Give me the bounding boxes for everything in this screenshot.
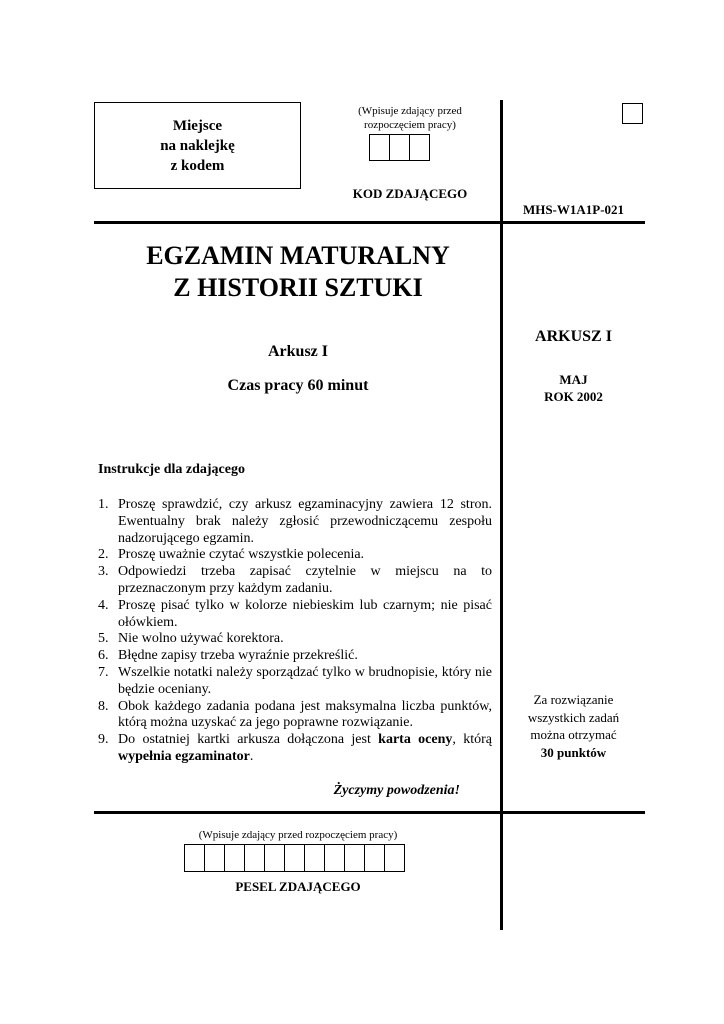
code-cell[interactable]	[409, 134, 430, 161]
points-line-4: 30 punktów	[540, 744, 607, 760]
list-item	[98, 648, 492, 665]
sheet-time: Czas pracy 60 minut	[227, 377, 369, 394]
item-text: Proszę pisać tylko w kolorze niebieskim lub czarnym; nie pisać ołówkiem.	[118, 597, 492, 630]
title-line-1: EGZAMIN MATURALNY	[146, 241, 450, 270]
side-sheet-label: ARKUSZ I	[535, 328, 612, 345]
list-item	[98, 497, 492, 547]
pesel-note: (Wpisuje zdający przed rozpoczęciem pracy)	[198, 829, 398, 841]
item-text-bold: wypełnia egzaminator	[118, 748, 250, 764]
list-item	[98, 598, 492, 632]
item-number: 7.	[98, 664, 109, 680]
pesel-cells	[184, 844, 405, 872]
side-month: MAJ	[559, 372, 588, 387]
sticker-box	[94, 102, 301, 189]
item-text: Proszę uważnie czytać wszystkie polecenia.	[118, 547, 365, 563]
code-cell[interactable]	[369, 134, 390, 161]
pesel-cell[interactable]	[264, 844, 285, 872]
code-cell[interactable]	[389, 134, 410, 161]
candidate-code-cells	[369, 134, 430, 161]
item-text: Wszelkie notatki należy sporządzać tylko w brudnopisie, który nie będzie oceniany.	[118, 664, 492, 697]
sticker-line-1: Miejsce	[172, 117, 223, 134]
sheet-name: Arkusz I	[267, 343, 328, 360]
item-number: 5.	[98, 631, 109, 647]
list-item	[98, 699, 492, 733]
sticker-line-2: na naklejkę	[160, 137, 235, 154]
pesel-cell[interactable]	[324, 844, 345, 872]
item-text-part: Do ostatniej kartki arkusza dołączona jest	[118, 732, 379, 748]
pesel-cell[interactable]	[204, 844, 225, 872]
item-text-bold: karta oceny	[378, 732, 453, 748]
pesel-cell[interactable]	[364, 844, 385, 872]
pesel-cell[interactable]	[184, 844, 205, 872]
list-item	[98, 547, 492, 564]
bottom-divider	[94, 811, 645, 814]
item-text: Nie wolno używać korektora.	[118, 631, 284, 647]
item-text: Proszę sprawdzić, czy arkusz egzaminacyjny zawiera 12 stron. Ewentualny brak należy zgłosić przewodniczącemu zespołu nadzorującego egzamin.	[118, 497, 492, 546]
code-note	[330, 104, 490, 132]
list-item	[98, 564, 492, 598]
pesel-cell[interactable]	[304, 844, 325, 872]
sticker-line-3: z kodem	[170, 157, 225, 174]
pesel-cell[interactable]	[344, 844, 365, 872]
item-number: 8.	[98, 698, 109, 714]
pesel-cell[interactable]	[224, 844, 245, 872]
item-text: Odpowiedzi trzeba zapisać czytelnie w miejscu na to przeznaczonym przy każdym zadaniu.	[118, 564, 492, 596]
item-text-part: , którą	[452, 732, 492, 748]
item-number: 1.	[98, 497, 109, 512]
item-text-part: .	[249, 748, 254, 764]
item-number: 2.	[98, 547, 109, 563]
corner-checkbox[interactable]	[622, 103, 643, 124]
top-divider	[94, 221, 645, 224]
item-text: Błędne zapisy trzeba wyraźnie przekreślić.	[118, 648, 358, 664]
code-note-line-2: rozpoczęciem pracy)	[364, 119, 456, 131]
instructions-heading: Instrukcje dla zdającego	[98, 462, 245, 477]
title-line-2: Z HISTORII SZTUKI	[173, 273, 423, 302]
points-line-1: Za rozwiązanie	[533, 692, 614, 707]
pesel-label: PESEL ZDAJĄCEGO	[235, 879, 361, 894]
exam-code: MHS-W1A1P-021	[522, 202, 625, 217]
points-line-2: wszystkich zadań	[527, 709, 620, 725]
item-number: 9.	[98, 732, 109, 748]
item-number: 4.	[98, 597, 109, 613]
list-item	[98, 631, 492, 648]
good-luck-wish: Życzymy powodzenia!	[333, 783, 460, 798]
list-item	[98, 665, 492, 699]
vertical-divider	[500, 100, 503, 930]
code-note-line-1: (Wpisuje zdający przed	[358, 105, 462, 117]
side-year: ROK 2002	[544, 389, 603, 404]
pesel-cell[interactable]	[244, 844, 265, 872]
points-line-3: można otrzymać	[530, 727, 617, 742]
item-number: 6.	[98, 648, 109, 664]
pesel-cell[interactable]	[384, 844, 405, 872]
instructions-list	[98, 497, 492, 766]
item-number: 3.	[98, 564, 109, 580]
list-item	[98, 732, 492, 766]
points-info	[503, 691, 644, 761]
item-text: Obok każdego zadania podana jest maksymalna liczba punktów, którą można uzyskać za jego poprawne rozwiązanie.	[118, 698, 492, 731]
pesel-cell[interactable]	[284, 844, 305, 872]
code-label: KOD ZDAJĄCEGO	[352, 186, 468, 201]
